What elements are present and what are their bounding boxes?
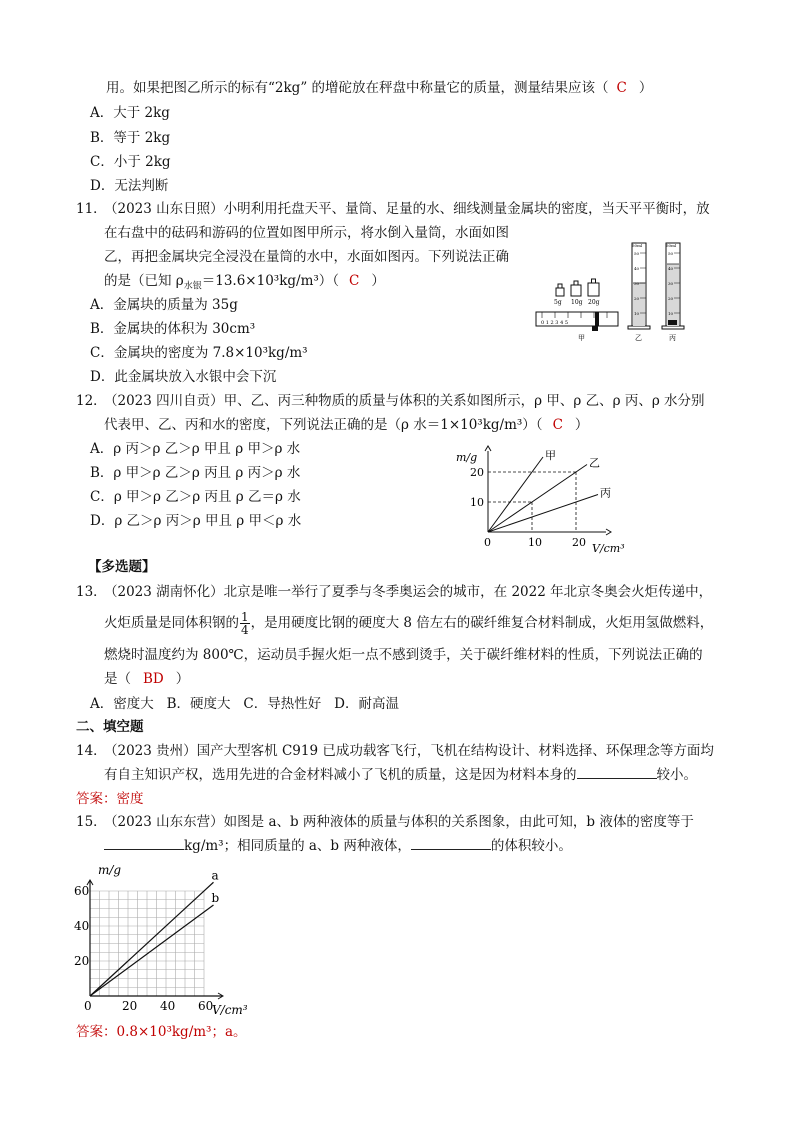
q13-options: A．密度大 B．硬度大 C．导热性好 D．耐高温 (90, 696, 399, 712)
weight-label-10g: 10g (571, 299, 583, 306)
y-tick-label: 20 (470, 466, 484, 479)
q11-option-a: A．金属块的质量为 35g (90, 297, 238, 313)
series-label-3: 丙 (600, 486, 611, 500)
q13-line2: 火炬质量是同体积钢的 $\frac{1}{4}$ ，是用硬度比钢的硬度大 8 倍左右的碳纤维复合材料制成，火炬用氢做燃料， (104, 610, 714, 637)
rider-ruler (536, 312, 618, 331)
series-line-2 (488, 465, 587, 533)
q11-option-c: C．金属块的密度为 7.8×10³kg/m³ (90, 345, 308, 361)
q11-answer: C (349, 273, 360, 289)
q15-chart (64, 858, 264, 1016)
q15-blank-2 (411, 837, 491, 850)
q12-option-b: B．ρ 甲＞ρ 乙＞ρ 丙且 ρ 丙＞ρ 水 (90, 465, 301, 481)
x-tick-label: 20 (122, 999, 138, 1013)
cylinder-yi-tick-30: 30 (634, 281, 640, 286)
q14-line2: 有自主知识产权，选用先进的合金材料减小了飞机的质量，这是因为材料本身的 较小。 (104, 767, 697, 783)
cylinder-bing-tick-40: 40 (668, 266, 674, 271)
q12-chart (452, 410, 642, 556)
svg-text:0 1 2 3 4 5: 0 1 2 3 4 5 (541, 320, 569, 326)
series-line-3 (488, 495, 598, 533)
series-line-b (90, 905, 214, 996)
cylinder-yi-tick-10: 10 (634, 311, 640, 316)
q13-line1: （2023 湖南怀化）北京是唯一举行了夏季与冬季奥运会的城市，在 2022 年北京冬奥会火炬传递中， (104, 584, 713, 600)
cylinder-bing-tick-10: 10 (668, 311, 674, 316)
q10-answer: C (616, 80, 627, 96)
x-tick-label: 60 (198, 999, 214, 1013)
q10-option-a: A．大于 2kg (90, 105, 170, 121)
q12-answer: C (552, 417, 563, 433)
y-axis-label: m/g (456, 451, 478, 464)
series-label-a: a (211, 868, 219, 883)
q14-number: 14． (76, 743, 107, 759)
x-tick-label: 20 (572, 536, 586, 549)
y-tick-label: 10 (470, 496, 484, 509)
series-label-2: 乙 (589, 456, 600, 470)
q11-line4: 的是（已知 $\rho_{水银}=13.6\times 10^3kg/m^3$）（ C ） (104, 273, 385, 292)
q11-figure (534, 238, 694, 348)
q12-line2: 代表甲、乙、丙和水的密度，下列说法正确的是（ρ 水＝1×10³kg/m³）（ C ） (104, 417, 589, 433)
q11-line3: 乙，再把金属块完全浸没在量筒的水中，水面如图丙。下列说法正确 (104, 249, 509, 265)
q15-blank-1 (104, 837, 184, 850)
q11-line1: （2023 山东日照）小明利用托盘天平、量筒、足量的水、细线测量金属块的密度，当天平平衡时，放 (104, 201, 710, 217)
x-axis-label: V/cm³ (592, 542, 625, 555)
cylinder-yi-tick-50: 50 (634, 251, 640, 256)
q12-option-d: D．ρ 乙＞ρ 丙＞ρ 甲且 ρ 甲＜ρ 水 (90, 513, 302, 529)
label-yi: 乙 (635, 334, 642, 342)
cylinder-bing-top: 50ml (666, 243, 677, 248)
q15-answer: 答案：0.8×10³kg/m³；a。 (76, 1024, 247, 1040)
cylinder-yi-top: 50ml (632, 243, 643, 248)
weight-10g (571, 281, 581, 296)
weight-20g (588, 279, 599, 296)
q12-line1: （2023 四川自贡）甲、乙、丙三种物质的质量与体积的关系如图所示，ρ 甲、ρ 乙、ρ 丙、ρ 水分别 (104, 393, 705, 409)
weight-label-20g: 20g (588, 299, 600, 306)
q13-answer: BD (143, 671, 164, 687)
q12-option-a: A．ρ 丙＞ρ 乙＞ρ 甲且 ρ 甲＞ρ 水 (90, 441, 301, 457)
cylinder-yi-tick-40: 40 (634, 266, 640, 271)
q11-option-b: B．金属块的体积为 30cm³ (90, 321, 256, 337)
x-axis-arrow (606, 529, 611, 535)
q14-answer: 答案：密度 (76, 791, 144, 807)
q11-option-d: D．此金属块放入水银中会下沉 (90, 369, 277, 385)
q10-option-d: D．无法判断 (90, 178, 169, 194)
weight-5g (556, 284, 564, 296)
q14-line1: （2023 贵州）国产大型客机 C919 已成功载客飞行，飞机在结构设计、材料选择、环保理念等方面均 (104, 743, 714, 759)
cylinder-bing-tick-30: 30 (668, 281, 674, 286)
y-tick-label: 60 (74, 884, 90, 898)
y-axis-label: m/g (98, 863, 122, 877)
section-fill-blank: 二、填空题 (76, 719, 144, 735)
fraction-one-quarter: $\frac{1}{4}$ (241, 610, 249, 637)
cylinder-yi-tick-20: 20 (634, 296, 640, 301)
cylinder-bing-tick-50: 50 (668, 251, 674, 256)
x-tick-label: 10 (528, 536, 542, 549)
q12-option-c: C．ρ 甲＞ρ 乙＞ρ 丙且 ρ 乙＝ρ 水 (90, 489, 301, 505)
q15-number: 15． (76, 814, 107, 830)
series-label-b: b (211, 891, 220, 905)
x-tick-label: 0 (484, 536, 491, 549)
q15-line2: kg/m³；相同质量的 a、b 两种液体， 的体积较小。 (104, 836, 572, 856)
section-multi-choice: 【多选题】 (88, 559, 156, 575)
q13-line4: 是（ BD ） (104, 671, 190, 687)
series-label-1: 甲 (545, 449, 556, 462)
y-tick-label: 40 (74, 919, 90, 933)
cylinder-bing-tick-20: 20 (668, 296, 674, 301)
q12-number: 12． (76, 393, 107, 409)
series-line-a (90, 882, 214, 996)
q14-blank (577, 766, 657, 779)
label-bing: 丙 (669, 334, 676, 342)
q13-line3: 燃烧时温度约为 800℃，运动员手握火炬一点不感到烫手，关于碳纤维材料的性质，下列说法正确的 (104, 647, 703, 663)
weight-label-5g: 5g (554, 299, 562, 306)
x-tick-label: 40 (160, 999, 176, 1013)
q11-number: 11． (76, 201, 107, 217)
series-line-1 (488, 457, 543, 532)
q10-option-b: B．等于 2kg (90, 130, 171, 146)
label-jia: 甲 (578, 334, 585, 342)
q11-line2: 在右盘中的砝码和游码的位置如图甲所示，将水倒入量筒，水面如图 (104, 225, 509, 241)
q15-line1: （2023 山东东营）如图是 a、b 两种液体的质量与体积的关系图象，由此可知，b 液体的密度等于 (104, 814, 694, 830)
q10-line1: 用。如果把图乙所示的标有“2kg” 的增砣放在秤盘中称量它的质量，测量结果应该（ C ） (106, 80, 653, 96)
y-axis-arrow (485, 446, 491, 451)
q13-number: 13． (76, 584, 107, 600)
q10-option-c: C．小于 2kg (90, 154, 171, 170)
x-axis-label: V/cm³ (212, 1003, 248, 1016)
x-tick-label: 0 (84, 999, 92, 1013)
y-tick-label: 20 (74, 954, 90, 968)
